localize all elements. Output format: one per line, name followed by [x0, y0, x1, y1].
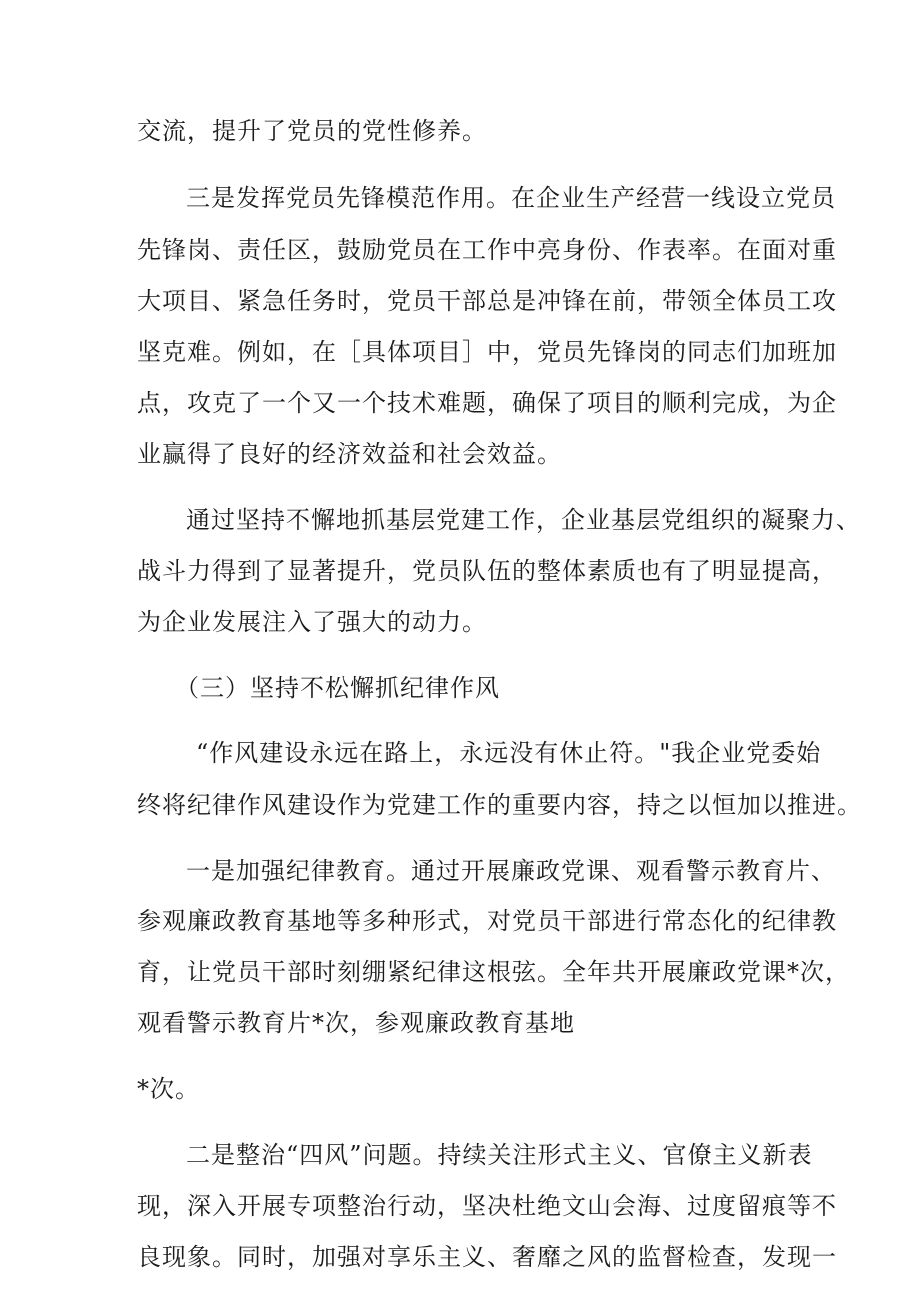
text-line: 终将纪律作风建设作为党建工作的重要内容，持之以恒加以推进。: [137, 791, 862, 819]
text-line: 点，攻克了一个又一个技术难题，确保了项目的顺利完成，为企: [137, 389, 837, 417]
text-line: 先锋岗、责任区，鼓励党员在工作中亮身份、作表率。在面对重: [137, 236, 837, 264]
text-line: 坚克难。例如，在［具体项目］中，党员先锋岗的同志们加班加: [137, 338, 837, 366]
text-line: 参观廉政教育基地等多种形式，对党员干部进行常态化的纪律教: [137, 907, 837, 935]
text-line: 观看警示教育片*次，参观廉政教育基地: [137, 1009, 575, 1037]
text-line: 交流，提升了党员的党性修养。: [137, 117, 487, 145]
text-line: 三是发挥党员先锋模范作用。在企业生产经营一线设立党员: [186, 184, 836, 212]
text-line: 育，让党员干部时刻绷紧纪律这根弦。全年共开展廉政党课*次，: [137, 958, 850, 986]
text-line: 现，深入开展专项整治行动，坚决杜绝文山会海、过度留痕等不: [137, 1192, 837, 1220]
text-line: *次。: [137, 1075, 200, 1103]
text-line: 良现象。同时，加强对享乐主义、奢靡之风的监督检查，发现一: [137, 1243, 837, 1271]
text-line: 业赢得了良好的经济效益和社会效益。: [137, 440, 562, 468]
text-line: 一是加强纪律教育。通过开展廉政党课、观看警示教育片、: [186, 857, 836, 885]
text-line: “作风建设永远在路上，永远没有休止符。"我企业党委始: [196, 739, 822, 767]
text-line: 二是整治“四风”问题。持续关注形式主义、官僚主义新表: [186, 1141, 813, 1169]
text-line: 大项目、紧急任务时，党员干部总是冲锋在前，带领全体员工攻: [137, 287, 837, 315]
text-line: 为企业发展注入了强大的动力。: [137, 608, 487, 636]
text-line: 通过坚持不懈地抓基层党建工作，企业基层党组织的凝聚力、: [186, 506, 861, 534]
section-heading: （三）坚持不松懈抓纪律作风: [175, 674, 500, 702]
text-line: 战斗力得到了显著提升，党员队伍的整体素质也有了明显提高，: [137, 557, 837, 585]
